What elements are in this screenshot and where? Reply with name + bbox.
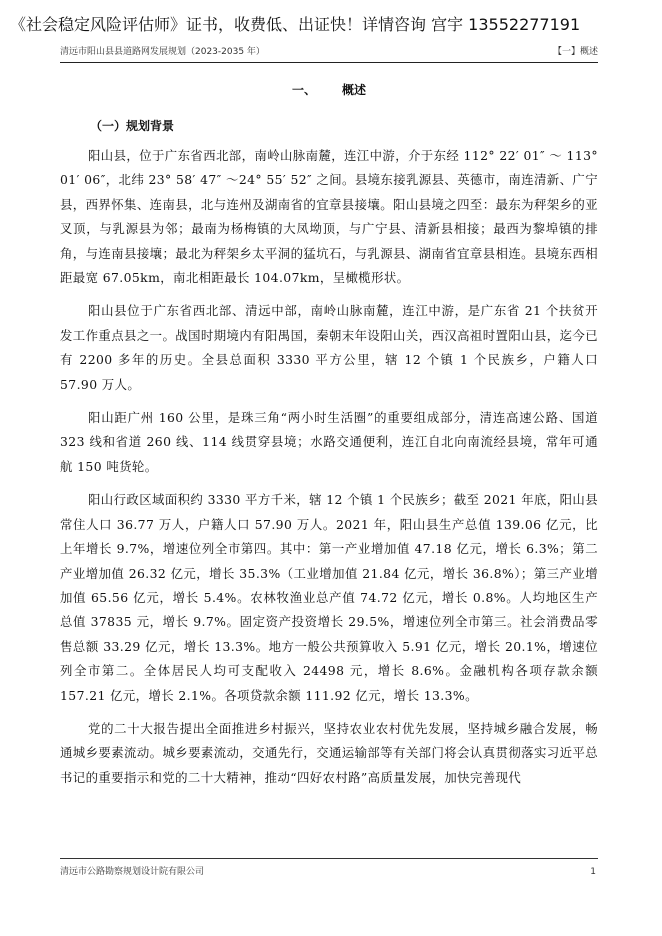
paragraph: 阳山距广州 160 公里，是珠三角“两小时生活圈”的重要组成部分，清连高速公路、国道 323 线和省道 260 线、114 线贯穿县境；水路交通便利，连江自北向南流经县境，常年可通航 150 吨货轮。: [60, 410, 598, 474]
chapter-number: 一、: [291, 83, 316, 97]
promo-banner: 《社会稳定风险评估师》证书，收费低、出证快！详情咨询 宫宇 13552277191: [10, 15, 581, 34]
chapter-name: 概述: [342, 83, 367, 97]
running-header-title: 清远市阳山县县道路网发展规划（2023-2035 年）: [60, 47, 265, 57]
body-text: [60, 144, 598, 799]
running-header: [60, 42, 598, 63]
paragraph: 阳山县位于广东省西北部、清远中部，南岭山脉南麓，连江中游，是广东省 21 个扶贫开发工作重点县之一。战国时期境内有阳禺国，秦朝末年设阳山关，西汉高祖时置阳山县，迄今已有 2200 多年的历史。全县总面积 3330 平方公里，辖 12 个镇 1 个民族乡，户籍人口 57.90 万人。: [60, 303, 598, 392]
paragraph: 阳山县，位于广东省西北部，南岭山脉南麓，连江中游，介于东经 112° 22′ 01″ ～ 113° 01′ 06″，北纬 23° 58′ 47″ ～24° 55′ 52″ 之间。县境东接乳源县、英德市，南连清新、广宁县，西界怀集、连南县，北与连州及湖南省的宜章县接壤。阳山县境之四至：最东为秤架乡的亚叉顶，与乳源县为邻；最南为杨梅镇的大凤坳顶，与广宁县、清新县相接；最西为黎埠镇的排角，与连南县接壤；最北为秤架乡太平洞的猛坑石，与乳源县、湖南省宜章县相连。县境东西相距最宽 67.05km，南北相距最长 104.07km，呈橄榄形状。: [60, 148, 598, 286]
running-header-chapter: 【一】概述: [552, 47, 598, 57]
paragraph: 阳山行政区域面积约 3330 平方千米，辖 12 个镇 1 个民族乡；截至 2021 年底，阳山县常住人口 36.77 万人，户籍人口 57.90 万人。2021 年，阳山县生产总值 139.06 亿元，比上年增长 9.7%，增速位列全市第四。其中：第一产业增加值 47.18 亿元，增长 6.3%；第二产业增加值 26.32 亿元，增长 35.3%（工业增加值 21.84 亿元，增长 36.8%）；第三产业增加值 65.56 亿元，增长 5.4%。农林牧渔业总产值 74.72 亿元，增长 0.8%。人均地区生产总值 37835 元，增长 9.7%。固定资产投资增长 29.5%，增速位列全市第三。社会消费品零售总额 33.29 亿元，增长 13.3%。地方一般公共预算收入 5.91 亿元，增长 20.1%，增速位列全市第二。全体居民人均可支配收入 24498 元，增长 8.6%。金融机构各项存款余额 157.21 亿元，增长 2.1%。各项贷款余额 111.92 亿元，增长 13.3%。: [60, 492, 598, 703]
chapter-title: [60, 80, 598, 100]
section-heading: （一）规划背景: [90, 119, 175, 133]
paragraph: 党的二十大报告提出全面推进乡村振兴，坚持农业农村优先发展，坚持城乡融合发展，畅通城乡要素流动。城乡要素流动，交通先行，交通运输部等有关部门将会认真贯彻落实习近平总书记的重要指示和党的二十大精神，推动“四好农村路”高质量发展，加快完善现代: [60, 720, 598, 785]
page-footer: [60, 858, 598, 877]
page-number: 1: [590, 867, 596, 877]
footer-company: 清远市公路勘察规划设计院有限公司: [60, 867, 205, 877]
